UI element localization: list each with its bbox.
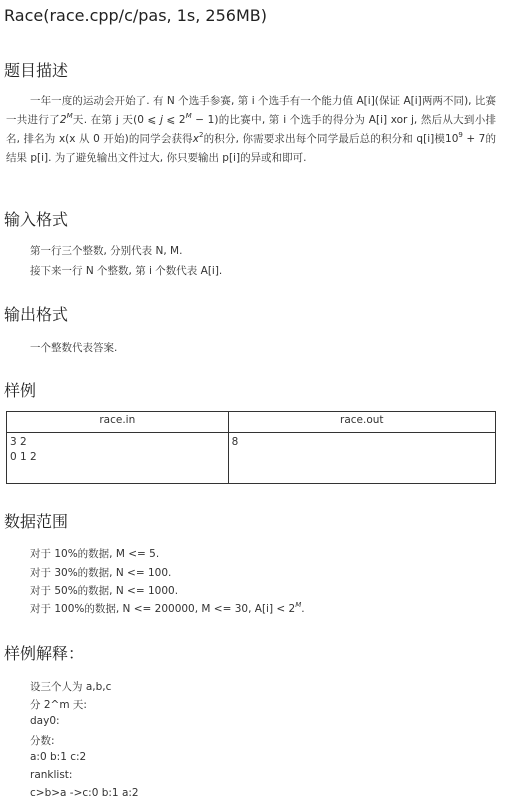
range-line-1: 对于 10%的数据, M <= 5. [30, 548, 160, 560]
range-line-3: 对于 50%的数据, N <= 1000. [30, 585, 179, 597]
sample-table-body-row [7, 433, 496, 484]
explanation-line-5: a:0 b:1 c:2 [30, 751, 87, 763]
sample-input-cell [7, 433, 229, 484]
explanation-line-4: 分数: [30, 735, 55, 747]
sample-table [6, 411, 496, 484]
range-line-2: 对于 30%的数据, N <= 100. [30, 567, 172, 579]
explanation-line-1: 设三个人为 a,b,c [30, 681, 112, 693]
explanation-line-6: ranklist: [30, 769, 73, 781]
output-line: 一个整数代表答案. [30, 342, 118, 354]
explanation-line-7: c>b>a ->c:0 b:1 a:2 [30, 787, 139, 799]
input-line-2: 接下来一行 N 个整数, 第 i 个数代表 A[i]. [30, 265, 223, 277]
heading-sample-explanation: 样例解释： [4, 644, 85, 663]
sample-input-line-2: 0 1 2 [10, 451, 37, 463]
heading-sample: 样例 [4, 381, 37, 400]
sample-table-header-row [7, 412, 496, 433]
heading-data-range: 数据范围 [4, 512, 69, 531]
sample-header-input: race.in [7, 412, 229, 433]
sample-input-line-1: 3 2 [10, 436, 27, 448]
sample-header-output: race.out [228, 412, 495, 433]
sample-output-cell: 8 [228, 433, 495, 484]
input-line-1: 第一行三个整数, 分别代表 N, M. [30, 245, 183, 257]
description-paragraph: 一年一度的运动会开始了. 有 N 个选手参赛, 第 i 个选手有一个能力值 A[i](保证 A[i]两两不同), 比赛一共进行了$2^M$天. 在第 j 天(0 ⩽ j ⩽ $2^M - 1$)的比赛中, 第 i 个选手的得分为 A[i] xor j, 然后从大到小排名, 排名为 x(x 从 0 开始)的同学会获得$x^2$的积分, 你需要求出每个同学最后总的积分和 q[i]模$10^9 + 7$的结果 p[i]. 为了避免输出文件过大, 你只要输出 p[i]的异或和即可. [6, 95, 496, 164]
heading-description: 题目描述 [4, 61, 69, 80]
heading-input-format: 输入格式 [4, 210, 69, 229]
range-line-4: 对于 100%的数据, N <= 200000, M <= 30, $A[i] < 2^M$. [30, 601, 305, 615]
explanation-line-2: 分 2^m 天: [30, 699, 87, 711]
heading-output-format: 输出格式 [4, 305, 69, 324]
problem-title: Race(race.cpp/c/pas, 1s, 256MB) [4, 6, 267, 25]
explanation-line-3: day0: [30, 715, 60, 727]
